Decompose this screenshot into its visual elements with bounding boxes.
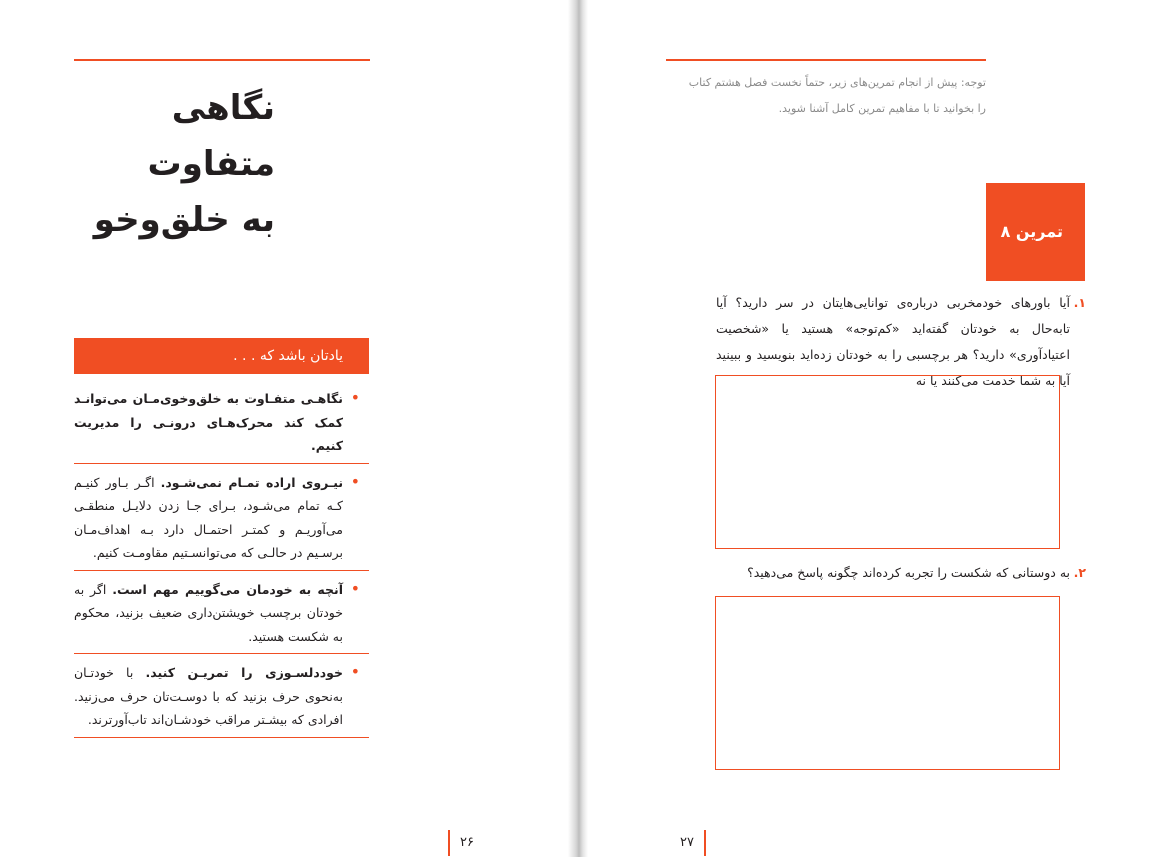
tip-item bbox=[74, 658, 369, 738]
tip-bold: خوددلسـوزی را تمریـن کنید. bbox=[145, 665, 343, 680]
tip-item bbox=[74, 468, 369, 571]
exercise-label: تمرین ۸ bbox=[986, 183, 1085, 281]
bullet-icon: • bbox=[350, 578, 360, 598]
answer-box-1[interactable] bbox=[715, 375, 1060, 549]
left-page-number: ۲۶ bbox=[448, 830, 474, 856]
right-page-number: ۲۷ bbox=[680, 830, 706, 856]
tip-bold: نیـروی اراده تمـام نمی‌شـود. bbox=[160, 474, 344, 490]
tip-text: اگـر بـاور کنیـم کـه تمام می‌شـود، بـرای جـا زدن دلایـل منطقـی می‌آوریـم و کمتـر احتمـال دارد بـه اهداف‌مـان برسـیم در حالـی که می‌توانسـتیم مقاومـت کنیم. bbox=[74, 474, 343, 560]
chapter-title bbox=[60, 80, 275, 248]
note-divider bbox=[666, 59, 986, 61]
chapter-title-line-2: به خلق‌وخو bbox=[93, 200, 275, 240]
bullet-icon: • bbox=[350, 662, 360, 681]
answer-box-2[interactable] bbox=[715, 596, 1060, 770]
book-gutter bbox=[568, 0, 588, 857]
question-number: ۱. bbox=[1073, 295, 1086, 310]
tip-text: با خودتـان به‌نحوی حرف بزنید که با دوسـت‌تان حرف می‌زنید. افرادی که بیشـتر مراقب خودشـان‌اند تاب‌آورترند. bbox=[74, 665, 343, 727]
question-text: به دوستانی که شکست را تجربه کرده‌اند چگونه پاسخ می‌دهید؟ bbox=[747, 565, 1070, 580]
left-page bbox=[0, 0, 568, 857]
question-number: ۲. bbox=[1073, 565, 1086, 580]
tip-bold: نگاهـی متفـاوت به خلق‌وخوی‌مـان می‌توانـد کمک کند محرک‌هـای درونـی را مدیریت کنیم. bbox=[74, 391, 343, 453]
bullet-icon: • bbox=[350, 471, 360, 491]
tip-text: اگر به خودتان برچسب خویشتن‌داری ضعیف بزنید، محکوم به شکست هستید. bbox=[74, 581, 343, 644]
chapter-title-line-1: نگاهی متفاوت bbox=[147, 88, 275, 184]
bullet-icon: • bbox=[350, 388, 360, 407]
remember-heading: یادتان باشد که . . . bbox=[74, 338, 369, 374]
question-2 bbox=[716, 560, 1086, 586]
note-text: توجه: پیش از انجام تمرین‌های زیر، حتماً نخست فصل هشتم کتاب را بخوانید تا با مفاهیم تمرین کامل آشنا شوید. bbox=[688, 76, 986, 115]
tip-item bbox=[74, 384, 369, 464]
tip-item bbox=[74, 575, 369, 655]
title-divider bbox=[74, 59, 370, 61]
remember-list bbox=[74, 384, 369, 742]
tip-bold: آنچه به خودمان می‌گوییم مهم است. bbox=[112, 581, 343, 597]
question-text: آیا باورهای خودمخربی درباره‌ی توانایی‌هایتان در سر دارید؟ آیا تابه‌حال به خودتان گفته‌اید «کم‌توجه» هستید یا «شخصیت اعتیادآوری» دارید؟ هر برچسبی را به خودتان زده‌اید بنویسید و ببینید آیا به شما خدمت می‌کنند یا نه bbox=[716, 295, 1070, 388]
